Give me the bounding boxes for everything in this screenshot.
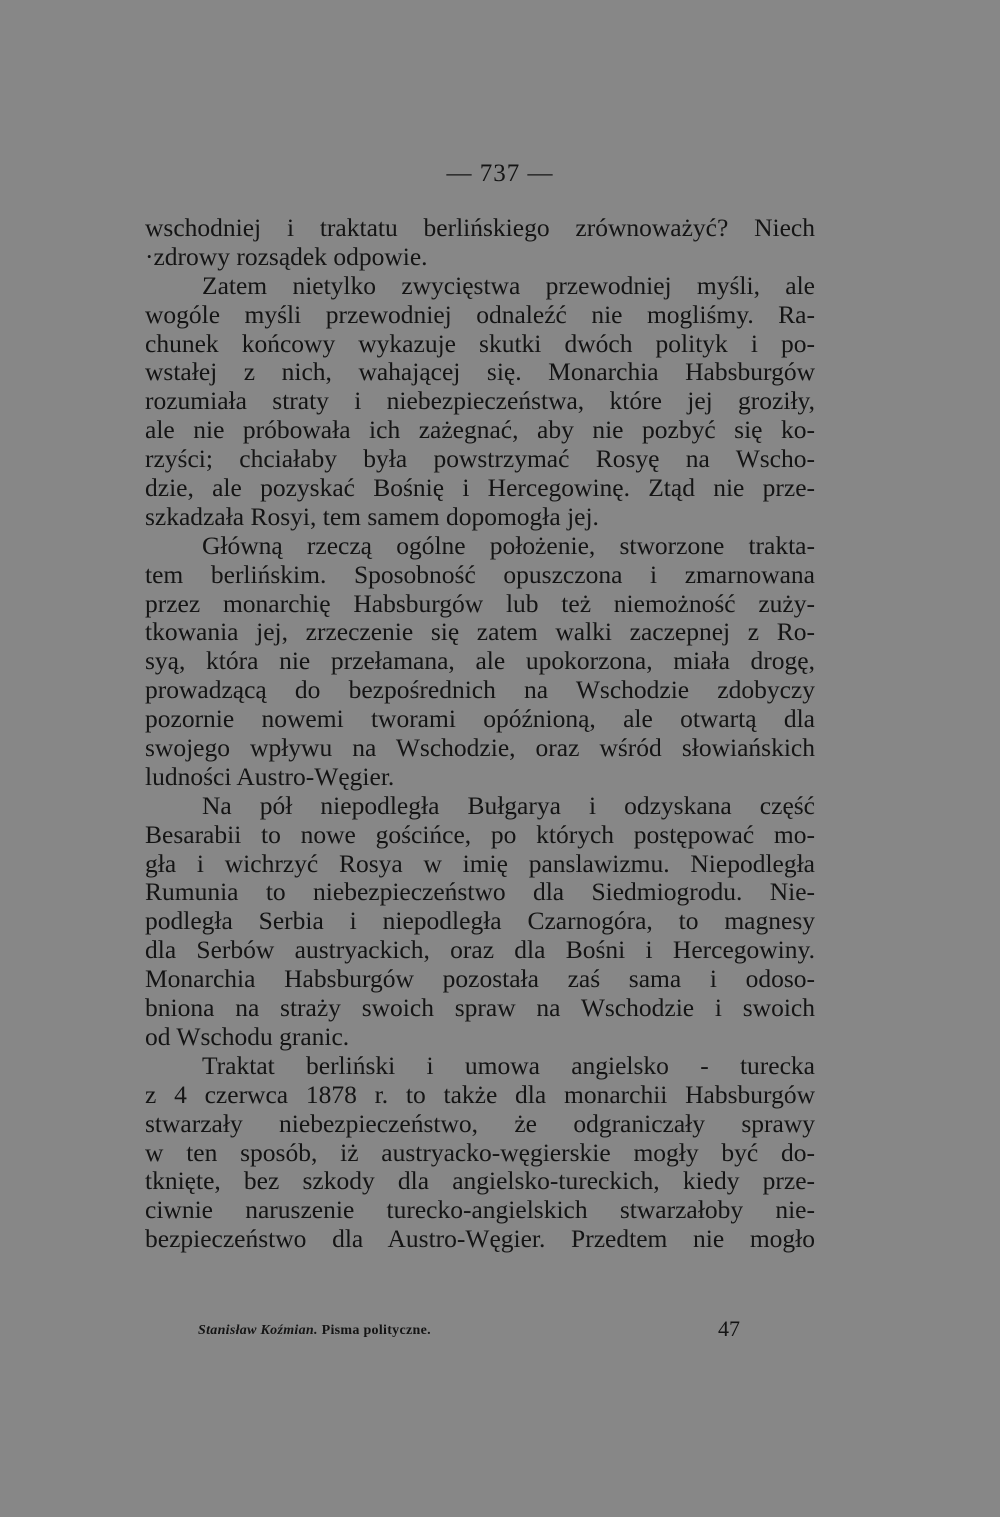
text-line: tem berlińskim. Sposobność opuszczona i zmarnowana (145, 559, 815, 589)
text-line: rozumiała straty i niebezpieczeństwa, które jej groziły, (145, 386, 815, 416)
text-line: dla Serbów austryackich, oraz dla Bośni i Hercegowiny. (145, 935, 815, 965)
text-line: tknięte, bez szkody dla angielsko-tureckich, kiedy prze- (145, 1166, 815, 1196)
page-number: — 737 — (446, 160, 554, 187)
text-line: Traktat berliński i umowa angielsko - turecka (202, 1050, 815, 1080)
text-line: wstałej z nich, wahającej się. Monarchia Habsburgów (145, 357, 815, 387)
text-line: rzyści; chciałaby była powstrzymać Rosyę na Wscho- (145, 444, 815, 474)
text-line: podległa Serbia i niepodległa Czarnogóra, to magnesy (145, 906, 815, 936)
text-line: wschodniej i traktatu berlińskiego zrównoważyć? Niech (145, 213, 815, 242)
text-line: pozornie nowemi tworami opóźnioną, ale otwartą dla (145, 704, 815, 734)
text-line: od Wschodu granic. (145, 1021, 350, 1051)
text-line: Główną rzeczą ogólne położenie, stworzone trakta- (202, 530, 815, 560)
text-line: ·zdrowy rozsądek odpowie. (145, 241, 428, 271)
text-line: Na pół niepodległa Bułgarya i odzyskana część (202, 790, 815, 820)
text-line: szkadzała Rosyi, tem samem dopomogła jej. (145, 501, 599, 531)
text-line: Monarchia Habsburgów pozostała zaś sama i odoso- (145, 964, 815, 994)
text-line: swojego wpływu na Wschodzie, oraz wśród słowiańskich (145, 733, 815, 763)
text-line: bezpieczeństwo dla Austro-Węgier. Przedtem nie mogło (145, 1224, 815, 1254)
footer-citation (198, 1323, 431, 1339)
text-line: ciwnie naruszenie turecko-angielskich stwarzałoby nie- (145, 1195, 815, 1225)
printer-signature: 47 (718, 1316, 740, 1341)
text-line: Rumunia to niebezpieczeństwo dla Siedmiogrodu. Nie- (145, 877, 815, 907)
text-line: prowadzącą do bezpośrednich na Wschodzie zdobyczy (145, 675, 815, 705)
text-line: tkowania jej, zrzeczenie się zatem walki zaczepnej z Ro- (145, 617, 815, 647)
text-line: wogóle myśli przewodniej odnaleźć nie mogliśmy. Ra- (145, 299, 815, 329)
text-line: ale nie próbowała ich zażegnać, aby nie pozbyć się ko- (145, 415, 815, 445)
text-line: syą, która nie przełamana, ale upokorzona, miała drogę, (145, 646, 815, 676)
text-line: Zatem nietylko zwycięstwa przewodniej myśli, ale (202, 270, 815, 300)
text-line: przez monarchię Habsburgów lub też niemożność zuży- (145, 588, 815, 618)
footer-work: Pisma polityczne. (321, 1323, 431, 1338)
text-line: chunek końcowy wykazuje skutki dwóch polityk i po- (145, 328, 815, 358)
footer-author: Stanisław Koźmian. (198, 1323, 318, 1338)
text-line: bniona na straży swoich spraw na Wschodzie i swoich (145, 993, 815, 1023)
text-line: dzie, ale pozyskać Bośnię i Hercegowinę. Ztąd nie prze- (145, 473, 815, 503)
text-line: ludności Austro-Węgier. (145, 761, 395, 791)
text-line: gła i wichrzyć Rosya w imię panslawizmu. Niepodległa (145, 848, 815, 878)
text-line: w ten sposób, iż austryacko-węgierskie mogły być do- (145, 1137, 815, 1167)
text-line: z 4 czerwca 1878 r. to także dla monarchii Habsburgów (145, 1079, 815, 1109)
body-text (145, 214, 815, 1254)
text-line: stwarzały niebezpieczeństwo, że odgraniczały sprawy (145, 1108, 815, 1138)
text-line: Besarabii to nowe gościńce, po których postępować mo- (145, 819, 815, 849)
